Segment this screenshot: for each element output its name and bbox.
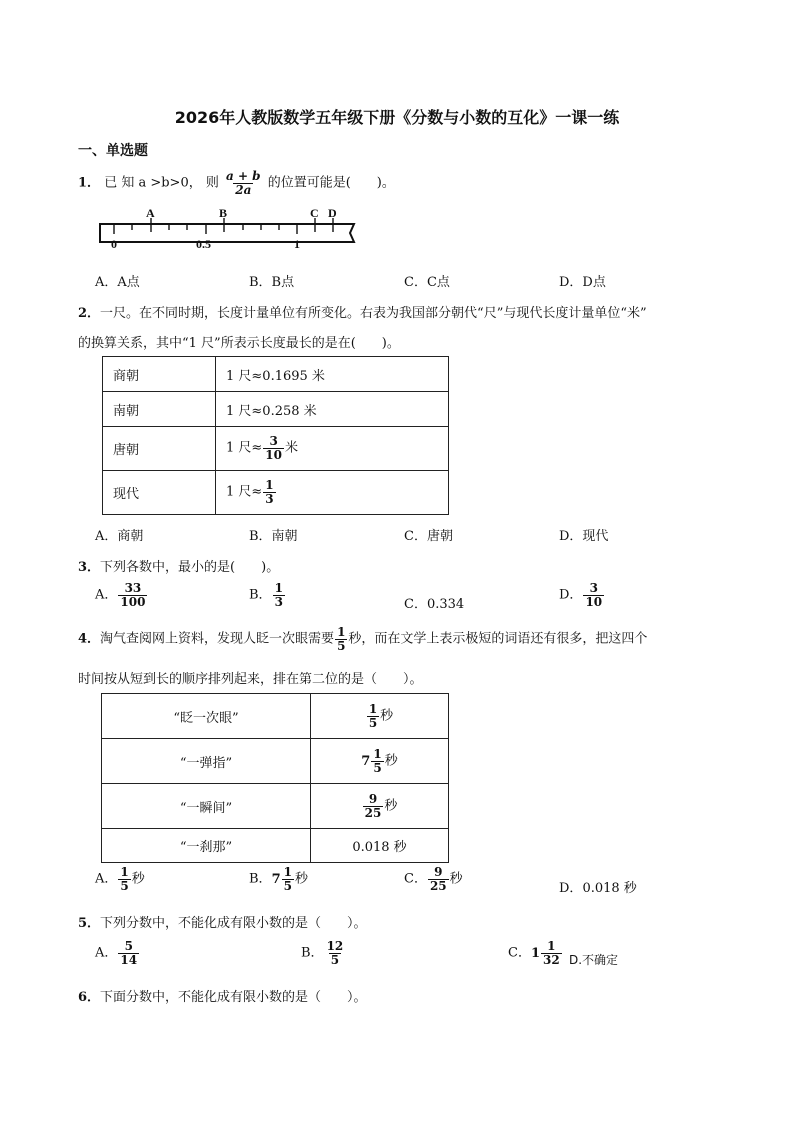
question-text: 一尺。在不同时期，长度计量单位有所变化。右表为我国部分朝代“尺”与现代长度计量单位“米”: [100, 306, 647, 321]
fraction-numerator: 1: [368, 701, 378, 716]
question-6: [78, 986, 367, 1005]
fraction-numerator: 1: [120, 865, 129, 879]
option-label: C．: [404, 597, 427, 612]
question-text: 下列分数中，不能化成有限小数的是（ ）。: [100, 916, 367, 931]
option-c[interactable]: C．C点: [404, 275, 450, 290]
ruler-point-a: A: [146, 206, 155, 220]
question-2-line-2: 的换算关系，其中“1 尺”所表示长度最长的是在( )。: [78, 336, 400, 351]
ruler-tick-label-half: 0.5: [196, 237, 211, 251]
question-number: 3．: [78, 560, 101, 575]
fraction: [282, 866, 294, 892]
option-d[interactable]: D.不确定: [569, 953, 619, 967]
option-label: B．: [301, 945, 324, 961]
value-unit: 秒: [294, 871, 308, 887]
fraction-numerator: 9: [434, 865, 443, 879]
value-unit: 秒: [384, 798, 398, 814]
table-cell-term: “眨一次眼”: [102, 694, 311, 739]
value-unit: 秒: [380, 708, 394, 724]
value-prefix: 1 尺≈: [226, 441, 263, 456]
fraction-denominator: 25: [364, 805, 382, 820]
question-number: 1．: [78, 175, 101, 191]
option-a[interactable]: A．商朝: [95, 529, 144, 544]
question-2-line-1: [78, 302, 647, 321]
fraction-denominator: 14: [120, 952, 138, 967]
fraction-numerator: 3: [589, 581, 598, 595]
fraction: [273, 582, 285, 608]
page-title: 2026年人教版数学五年级下册《分数与小数的互化》一课一练: [174, 108, 620, 127]
value-suffix: 米: [285, 441, 299, 456]
mixed-number: [531, 940, 563, 966]
fraction-denominator: 5: [368, 715, 378, 730]
option-d[interactable]: [559, 877, 637, 896]
ruler-body: [100, 224, 354, 242]
table-cell-era: 南朝: [103, 392, 216, 427]
table-row: [102, 739, 449, 784]
question-text: 秒，而在文学上表示极短的词语还有很多，把这四个: [348, 631, 648, 647]
option-a[interactable]: [95, 582, 148, 608]
option-b[interactable]: [249, 582, 286, 608]
ruler-figure: [96, 204, 362, 254]
fraction: [325, 940, 346, 966]
fraction-numerator: 1: [274, 581, 283, 595]
fraction: [118, 582, 147, 608]
fraction-denominator: 10: [585, 594, 603, 609]
table-cell-value: [311, 694, 449, 739]
fraction-denominator: 3: [274, 594, 283, 609]
option-label: A．: [95, 587, 118, 603]
question-text: 下面分数中，不能化成有限小数的是（ ）。: [100, 990, 367, 1005]
table-row: [103, 471, 449, 515]
fraction-denominator: 2a: [235, 182, 252, 197]
option-b[interactable]: B．南朝: [249, 529, 298, 544]
fraction-numerator: 1: [337, 625, 346, 639]
question-text: 的位置可能是( )。: [267, 175, 395, 191]
fraction-denominator: 5: [373, 760, 382, 775]
option-label: B．: [249, 587, 272, 603]
table-cell-value: 0.018 秒: [311, 829, 449, 863]
option-d[interactable]: D．D点: [559, 275, 606, 290]
table-cell-era: 商朝: [103, 357, 216, 392]
question-4-line-2: 时间按从短到长的顺序排列起来，排在第二位的是（ ）。: [78, 672, 423, 687]
ruler-point-c: C: [310, 206, 319, 220]
question-number: 4．: [78, 631, 101, 647]
table-row: [103, 427, 449, 471]
fraction: [367, 703, 379, 729]
question-text: 淘气查阅网上资料，发现人眨一次眼需要: [100, 631, 335, 647]
option-d[interactable]: D．现代: [559, 529, 609, 544]
table-row: [102, 784, 449, 829]
fraction-numerator: 3: [269, 434, 278, 449]
fraction-denominator: 5: [337, 638, 346, 653]
option-value: 0.018 秒: [582, 881, 637, 896]
fraction: [118, 866, 130, 892]
question-text: 已 知 a >b>0， 则: [104, 175, 219, 191]
fraction-numerator: 9: [368, 791, 378, 806]
fraction-denominator: 32: [543, 952, 560, 967]
option-b[interactable]: B．B点: [249, 275, 295, 290]
question-1: [78, 170, 395, 196]
mixed-number: [361, 748, 384, 774]
table-cell-era: 现代: [103, 471, 216, 515]
option-a[interactable]: A．A点: [95, 275, 140, 290]
table-cell-value: 1 尺≈0.1695 米: [216, 357, 449, 392]
table-cell-term: “一弹指”: [102, 739, 311, 784]
fraction-denominator: 5: [330, 952, 340, 967]
question-number: 2．: [78, 306, 101, 321]
fraction: [118, 940, 139, 966]
option-c[interactable]: [404, 593, 464, 612]
option-label: C．: [508, 945, 531, 961]
fraction-denominator: 25: [429, 878, 447, 893]
mixed-number: [272, 866, 295, 892]
whole-part: 7: [361, 753, 371, 769]
option-label: A．: [95, 871, 118, 887]
fraction-numerator: 1: [547, 939, 556, 953]
fraction: [263, 479, 275, 505]
option-value: 0.334: [426, 597, 465, 612]
question-text: 下列各数中，最小的是( )。: [100, 560, 280, 575]
dynasty-table: [102, 356, 449, 515]
table-cell-value: [216, 427, 449, 471]
option-a[interactable]: [95, 866, 145, 892]
value-unit: 秒: [384, 753, 398, 769]
table-cell-era: 唐朝: [103, 427, 216, 471]
option-label: A．: [95, 945, 118, 961]
table-cell-term: “一刹那”: [102, 829, 311, 863]
option-label: D．: [559, 587, 583, 603]
value-unit: 秒: [131, 871, 145, 887]
question-number: 6．: [78, 990, 101, 1005]
question-number: 5．: [78, 916, 101, 931]
value-prefix: 1 尺≈: [226, 485, 263, 500]
fraction-denominator: 5: [283, 878, 292, 893]
section-heading: 一、单选题: [78, 143, 148, 159]
option-label: D．: [559, 881, 583, 896]
option-c[interactable]: [404, 866, 463, 892]
ruler-tick-label-1: 1: [294, 237, 300, 251]
ruler-ticks: [114, 218, 333, 234]
option-d[interactable]: [559, 582, 605, 608]
table-row: [103, 392, 449, 427]
fraction-numerator: 12: [326, 939, 344, 953]
table-row: [103, 357, 449, 392]
fraction-denominator: 3: [265, 492, 274, 506]
question-5: [78, 912, 367, 931]
fraction: [428, 866, 449, 892]
fraction-numerator: 1: [373, 746, 382, 761]
option-c[interactable]: C．唐朝: [404, 529, 453, 544]
fraction: [583, 582, 604, 608]
option-b[interactable]: [249, 866, 308, 892]
fraction: [263, 435, 284, 461]
fraction-denominator: 5: [120, 878, 129, 893]
fraction-numerator: 1: [265, 478, 274, 493]
whole-part: 7: [271, 871, 281, 887]
time-terms-table: [101, 693, 449, 863]
fraction-denominator: 10: [265, 448, 282, 462]
table-cell-term: “一瞬间”: [102, 784, 311, 829]
whole-part: 1: [530, 945, 540, 961]
option-label: C．: [404, 871, 427, 887]
fraction: [541, 940, 562, 966]
fraction: [371, 748, 383, 774]
table-row: [102, 694, 449, 739]
table-cell-value: [216, 471, 449, 515]
fraction-numerator: a + b: [226, 169, 261, 183]
fraction-denominator: 100: [120, 594, 146, 609]
table-cell-value: [311, 739, 449, 784]
table-cell-value: [311, 784, 449, 829]
table-row: [102, 829, 449, 863]
fraction: [335, 626, 347, 652]
fraction: [224, 170, 263, 196]
table-cell-value: 1 尺≈0.258 米: [216, 392, 449, 427]
option-a[interactable]: [95, 940, 140, 966]
fraction: [363, 793, 384, 819]
question-4-line-1: [78, 626, 647, 652]
fraction-numerator: 33: [124, 581, 142, 595]
value-unit: 秒: [449, 871, 463, 887]
option-b[interactable]: [301, 940, 346, 966]
ruler-point-b: B: [219, 206, 228, 220]
fraction-numerator: 5: [124, 939, 133, 953]
question-3: [78, 556, 279, 575]
option-label: B．: [249, 871, 272, 887]
ruler-tick-label-0: 0: [111, 237, 117, 251]
ruler-point-d: D: [328, 206, 337, 220]
option-c[interactable]: [508, 940, 563, 966]
fraction-numerator: 1: [283, 865, 292, 879]
